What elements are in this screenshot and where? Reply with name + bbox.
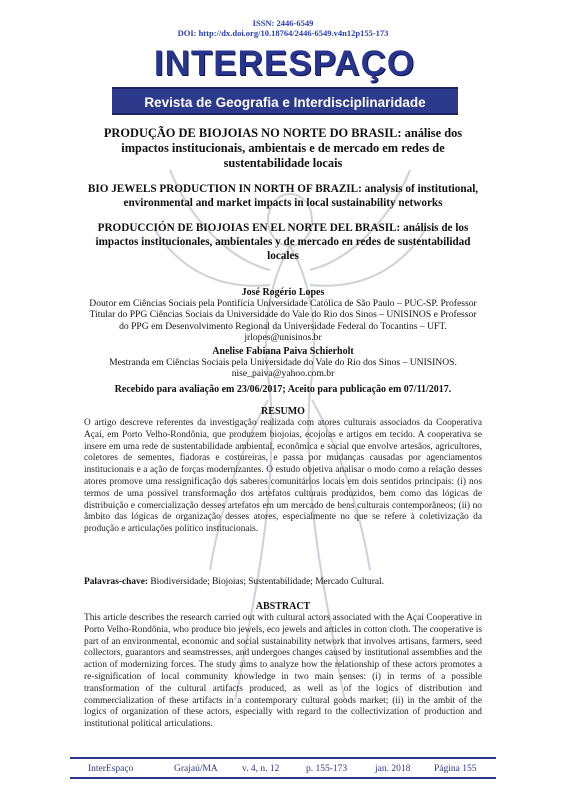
footer-page-number: Página 155	[434, 764, 477, 774]
title-english-sub: analysis of institutional, environmental and market impacts in local sustainability networks	[123, 183, 479, 209]
author-name: José Rogério Lopes	[241, 287, 325, 298]
footer-pages: p. 155-173	[306, 764, 348, 774]
title-portuguese-sub: análise dos impactos institucionais, ambientais e de mercado em redes de sustentabilidade locais	[121, 126, 463, 170]
author-block-1	[84, 287, 482, 343]
author-name: Anelise Fabiana Paiva Schierholt	[212, 346, 354, 357]
author-affiliation: Mestranda em Ciências Sociais pela Universidade do Vale do Rio dos Sinos – UNISINOS.	[109, 357, 457, 369]
title-spanish	[84, 221, 482, 263]
abstract-heading: ABSTRACT	[255, 601, 311, 612]
title-english-main: BIO JEWELS PRODUCTION IN NORTH OF BRAZIL:	[87, 183, 362, 195]
resumo-text: O artigo descreve referentes da investigação realizada com atores culturais associados da Cooperativa Açaí, em Porto Velho-Rondônia, que produzem biojoias, ecojoias e artigos em tecido. A cooperativa se insere em uma rede de sustentabilidade ambiental, econômica e social que envolve artesãos, agricultores, coletores de sementes, fiadoras e costureiras, e passa por mudanças causadas por agenciamentos institucionais e a ação de forças modernizantes. O estudo objetiva analisar o modo como a relação desses atores promove uma ressignificação dos saberes comunitários locais em dois sentidos principais: (i) nos termos de uma possível transformação dos artefatos culturais produzidos, bem como das lógicas de distribuição e comercialização desses artefatos em um mercado de bens culturais contemporâneos; (ii) no âmbito das lógicas de organização desses atores, especialmente no que se refere à coletivização da produção e articulações político institucionais.	[84, 418, 482, 535]
title-spanish-main: PRODUCCIÓN DE BIOJOIAS EN EL NORTE DEL BRASIL:	[97, 222, 401, 234]
footer-volume: v. 4, n. 12	[242, 764, 280, 774]
footer-journal: InterEspaço	[88, 764, 134, 774]
keywords	[84, 577, 482, 587]
title-portuguese	[84, 126, 482, 171]
title-english	[84, 182, 482, 210]
author-affiliation: Doutor em Ciências Sociais pela Pontifícia Universidade Católica de São Paulo – PUC-SP. Professor Titular do PPG Ciências Sociais da Universidade do Vale do Rio dos Sinos – UNISINOS e Professor do PPG em Desenvolvimento Regional da Universidade Federal do Tocantins – UFT.	[89, 298, 477, 332]
author-email[interactable]: nise_paiva@yahoo.com.br	[231, 368, 335, 380]
doi-link[interactable]: DOI: http://dx.doi.org/10.18764/2446-6549.v4n12p155-173	[177, 28, 389, 38]
issn-label: ISSN: 2446-6549	[252, 18, 314, 28]
resumo-heading: RESUMO	[261, 406, 305, 417]
author-email[interactable]: jrlopes@unisinos.br	[244, 331, 322, 343]
footer-date: jan. 2018	[375, 764, 411, 774]
keywords-label: Palavras-chave:	[84, 577, 149, 587]
keywords-text: Biodiversidade; Biojoias; Sustentabilidade; Mercado Cultural.	[148, 577, 384, 587]
title-portuguese-main: PRODUÇÃO DE BIOJOIAS NO NORTE DO BRASIL:	[103, 126, 402, 140]
author-block-2	[84, 346, 482, 380]
page-footer	[70, 757, 496, 779]
journal-subtitle-banner: Revista de Geografia e Interdisciplinaridade	[112, 87, 458, 115]
journal-logo: INTERESPAÇO	[153, 44, 416, 83]
title-spanish-sub: análisis de los impactos institucionales, ambientales y de mercado en redes de sustentabilidad locales	[95, 222, 471, 262]
received-dates: Recebido para avaliação em 23/06/2017; Aceito para publicação em 07/11/2017.	[114, 384, 452, 395]
abstract-text: This article describes the research carried out with cultural actors associated with the Açaí Cooperative in Porto Velho-Rondônia, who produce bio jewels, eco jewels and articles in cotton cloth. The cooperative is part of an environmental, economic and social sustainability network that involves artisans, farmers, seed collectors, guarantors and seamstresses, and undergoes changes caused by institutional assemblies and the action of modernizing forces. The study aims to analyze how the relationship of these actors promotes a re-signification of local community knowledge in two main senses: (i) in terms of a possible transformation of the cultural artifacts produced, as well as of the logics of distribution and commercialization of these artifacts in a contemporary cultural goods market; (ii) in the ambit of the logics of organization of these actors, especially with regard to the collectivization of production and institutional political articulations.	[84, 613, 482, 730]
footer-place: Grajaú/MA	[174, 764, 218, 774]
